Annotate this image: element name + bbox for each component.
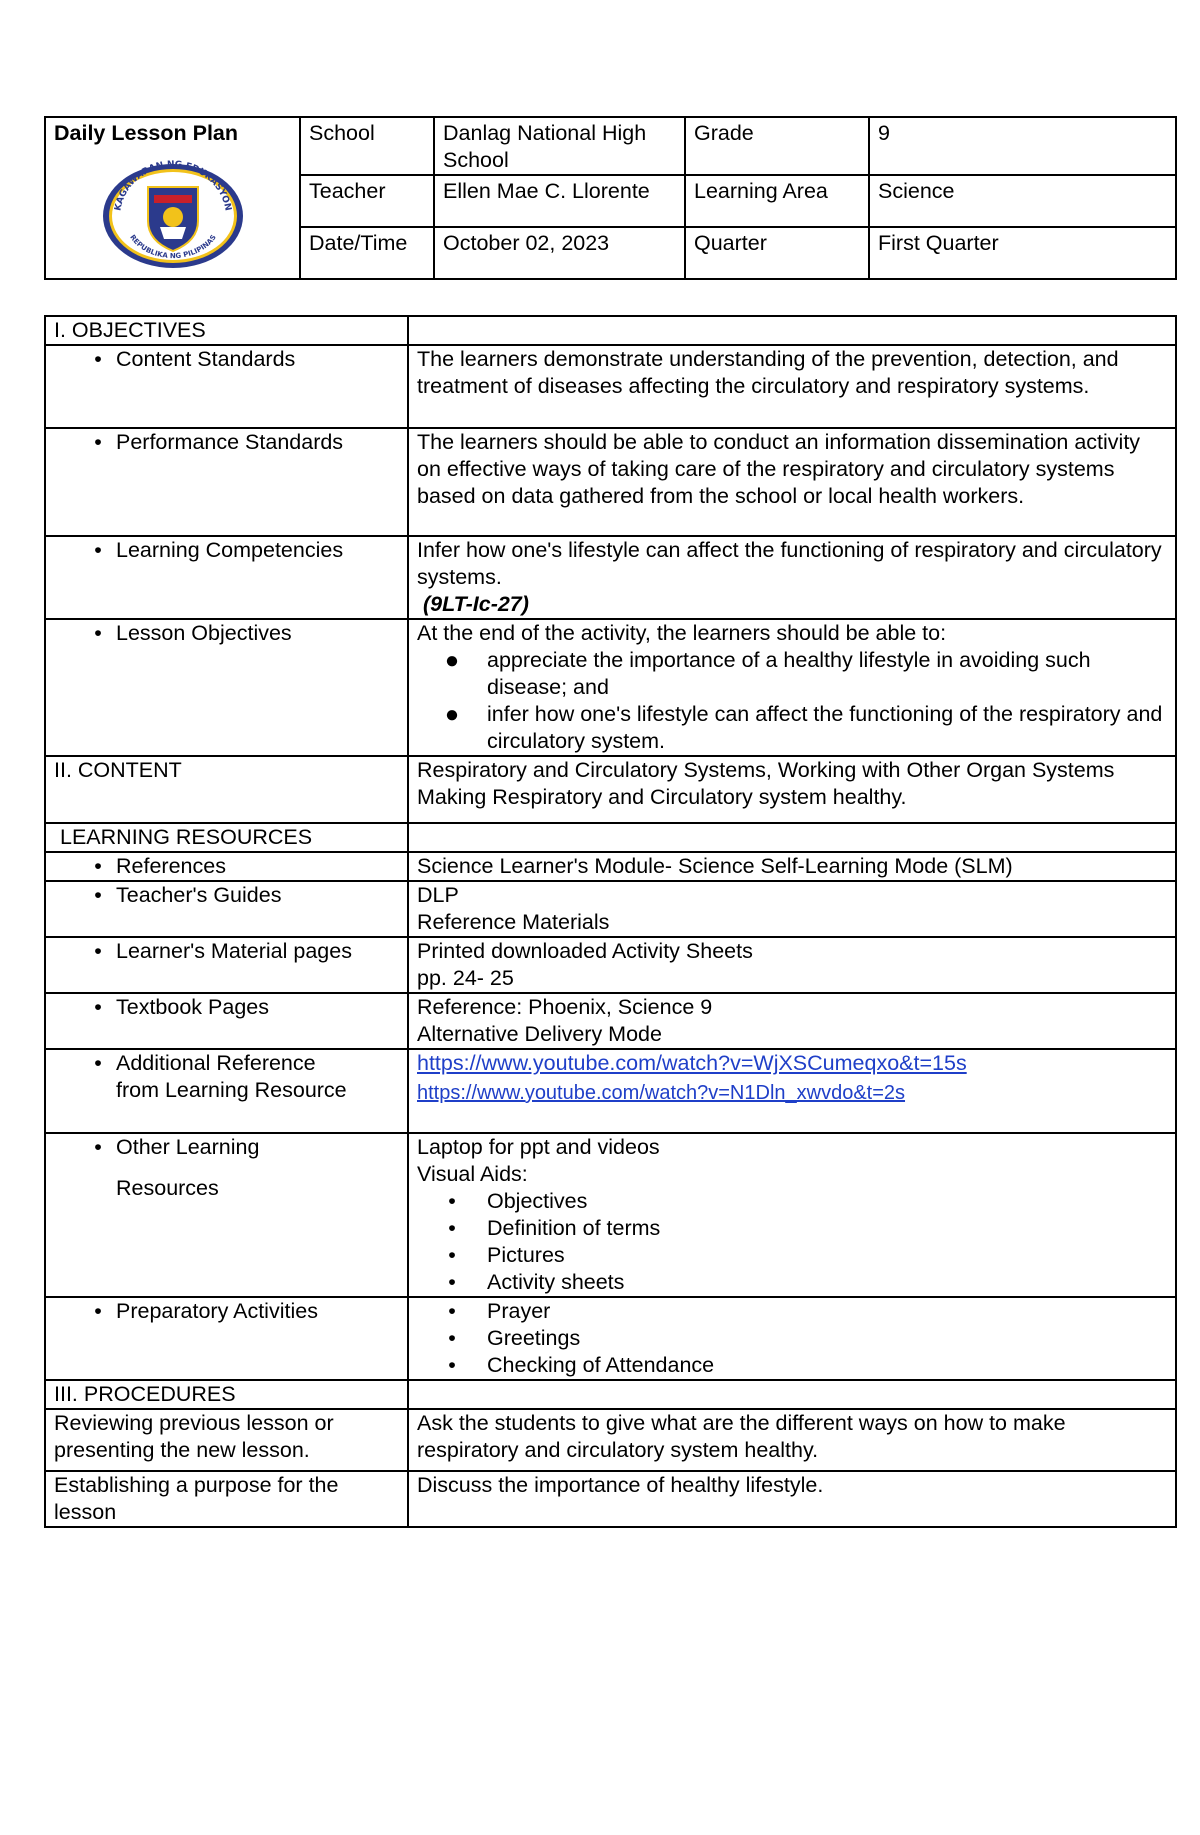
additional-label-cell [45, 1049, 408, 1133]
table-row [45, 1297, 1176, 1380]
empty-cell [408, 316, 1176, 345]
list-item: • Prayer [417, 1298, 1167, 1325]
material-value-cell [408, 937, 1176, 993]
performance-standards-value: The learners should be able to conduct an information dissemination activity on effective ways of taking care of the respiratory and circulatory systems based on data gathered from the school or local health workers. [408, 428, 1176, 536]
empty-cell [408, 1380, 1176, 1409]
additional-label-line2: from Learning Resource [116, 1078, 347, 1102]
guides-value-cell [408, 881, 1176, 937]
bullet-icon: • [94, 347, 102, 371]
reviewing-label: Reviewing previous lesson or presenting the new lesson. [45, 1409, 408, 1471]
textbook-line1: Reference: Phoenix, Science 9 [417, 995, 713, 1019]
reviewing-value: Ask the students to give what are the different ways on how to make respiratory and circulatory system healthy. [408, 1409, 1176, 1471]
teacher-label: Teacher [300, 175, 434, 227]
additional-label-line1: Additional Reference [116, 1051, 316, 1075]
competencies-value: Infer how one's lifestyle can affect the functioning of respiratory and circulatory systems. [417, 538, 1162, 589]
preparatory-label: Preparatory Activities [116, 1299, 318, 1323]
list-item: • Activity sheets [417, 1269, 1167, 1296]
material-line2: pp. 24- 25 [417, 966, 514, 990]
document-title: Daily Lesson Plan [54, 121, 239, 145]
table-row [45, 881, 1176, 937]
references-value: Science Learner's Module- Science Self-Learning Mode (SLM) [408, 852, 1176, 881]
school-label: School [300, 117, 434, 175]
bullet-icon: • [94, 883, 102, 907]
bullet-icon: • [448, 1326, 456, 1350]
guides-label-cell [45, 881, 408, 937]
other-line2: Visual Aids: [417, 1162, 528, 1186]
bullet-icon: • [94, 1299, 102, 1323]
textbook-label-cell [45, 993, 408, 1049]
other-line1: Laptop for ppt and videos [417, 1135, 660, 1159]
lesson-objectives-label-cell [45, 619, 408, 756]
competencies-code: (9LT-Ic-27) [423, 592, 529, 616]
content-heading: II. CONTENT [45, 756, 408, 823]
visual-aids-list [417, 1188, 1167, 1296]
learning-area-value: Science [869, 175, 1176, 227]
list-item: • Checking of Attendance [417, 1352, 1167, 1379]
bullet-icon: • [448, 1243, 456, 1267]
material-label-cell [45, 937, 408, 993]
table-row [45, 1133, 1176, 1297]
material-line1: Printed downloaded Activity Sheets [417, 939, 753, 963]
content-value: Respiratory and Circulatory Systems, Working with Other Organ Systems Making Respiratory and Circulatory system healthy. [408, 756, 1176, 823]
youtube-link-2[interactable]: https://www.youtube.com/watch?v=N1Dln_xwvdo&t=2s [417, 1082, 906, 1104]
title-cell [45, 117, 300, 279]
lesson-objectives-list [417, 647, 1167, 755]
material-label: Learner's Material pages [116, 939, 352, 963]
table-row [45, 1409, 1176, 1471]
teacher-value: Ellen Mae C. Llorente [434, 175, 685, 227]
table-row [45, 993, 1176, 1049]
other-value-cell [408, 1133, 1176, 1297]
learning-area-label: Learning Area [685, 175, 869, 227]
preparatory-list [417, 1298, 1167, 1379]
bullet-icon: • [448, 1216, 456, 1240]
youtube-link-1[interactable]: https://www.youtube.com/watch?v=WjXSCumeqxo&t=15s [417, 1051, 967, 1075]
objectives-heading-row [45, 316, 1176, 345]
references-label-cell [45, 852, 408, 881]
content-standards-value: The learners demonstrate understanding of the prevention, detection, and treatment of diseases affecting the circulatory and respiratory systems. [408, 345, 1176, 428]
quarter-label: Quarter [685, 227, 869, 279]
bullet-icon: • [94, 430, 102, 454]
competencies-label-cell [45, 536, 408, 619]
lesson-table [44, 315, 1177, 1528]
bullet-icon: ● [444, 647, 460, 674]
other-label-line1: Other Learning [116, 1135, 260, 1159]
preparatory-value-cell [408, 1297, 1176, 1380]
competencies-label: Learning Competencies [116, 538, 344, 562]
bullet-icon: ● [444, 701, 460, 728]
table-row [45, 1471, 1176, 1527]
bullet-icon: • [448, 1270, 456, 1294]
list-item: • Objectives [417, 1188, 1167, 1215]
resources-heading: LEARNING RESOURCES [45, 823, 408, 852]
bullet-icon: • [448, 1353, 456, 1377]
objectives-heading: I. OBJECTIVES [45, 316, 408, 345]
date-label: Date/Time [300, 227, 434, 279]
performance-standards-label-cell [45, 428, 408, 536]
header-table [44, 116, 1177, 280]
table-row [45, 1380, 1176, 1409]
procedures-heading: III. PROCEDURES [45, 1380, 408, 1409]
preparatory-label-cell [45, 1297, 408, 1380]
table-row [45, 852, 1176, 881]
deped-seal-logo [98, 159, 248, 269]
list-item: • Pictures [417, 1242, 1167, 1269]
purpose-value: Discuss the importance of healthy lifestyle. [408, 1471, 1176, 1527]
textbook-value-cell [408, 993, 1176, 1049]
bullet-icon: • [94, 1135, 102, 1159]
bullet-icon: • [94, 538, 102, 562]
lesson-objectives-label: Lesson Objectives [116, 621, 292, 645]
empty-cell [408, 823, 1176, 852]
table-row [45, 536, 1176, 619]
table-row [45, 1049, 1176, 1133]
list-item: • Definition of terms [417, 1215, 1167, 1242]
list-item: • Greetings [417, 1325, 1167, 1352]
bullet-icon: • [94, 939, 102, 963]
list-item: ● infer how one's lifestyle can affect the functioning of the respiratory and circulatory system. [417, 701, 1167, 755]
other-label-line2: Resources [116, 1176, 219, 1200]
lesson-objectives-value-cell [408, 619, 1176, 756]
bullet-icon: • [448, 1189, 456, 1213]
date-value: October 02, 2023 [434, 227, 685, 279]
school-value: Danlag National High School [434, 117, 685, 175]
grade-label: Grade [685, 117, 869, 175]
table-row [45, 619, 1176, 756]
list-item: ● appreciate the importance of a healthy lifestyle in avoiding such disease; and [417, 647, 1167, 701]
bullet-icon: • [94, 854, 102, 878]
content-standards-label-cell [45, 345, 408, 428]
guides-line1: DLP [417, 883, 459, 907]
textbook-line2: Alternative Delivery Mode [417, 1022, 662, 1046]
other-label-cell [45, 1133, 408, 1297]
textbook-label: Textbook Pages [116, 995, 269, 1019]
table-row [45, 823, 1176, 852]
purpose-label: Establishing a purpose for the lesson [45, 1471, 408, 1527]
svg-text:KAGAWARAN NG EDUKASYON: KAGAWARAN NG EDUKASYON [112, 159, 233, 212]
grade-value: 9 [869, 117, 1176, 175]
guides-line2: Reference Materials [417, 910, 610, 934]
performance-standards-label: Performance Standards [116, 430, 344, 454]
svg-text:REPUBLIKA NG PILIPINAS: REPUBLIKA NG PILIPINAS [127, 233, 218, 261]
additional-links-cell [408, 1049, 1176, 1133]
table-row [45, 756, 1176, 823]
references-label: References [116, 854, 226, 878]
competencies-value-cell [408, 536, 1176, 619]
table-row [45, 345, 1176, 428]
table-row [45, 428, 1176, 536]
bullet-icon: • [94, 621, 102, 645]
bullet-icon: • [94, 995, 102, 1019]
lesson-objectives-intro: At the end of the activity, the learners should be able to: [417, 621, 947, 645]
bullet-icon: • [94, 1051, 102, 1075]
quarter-value: First Quarter [869, 227, 1176, 279]
content-standards-label: Content Standards [116, 347, 296, 371]
bullet-icon: • [448, 1299, 456, 1323]
table-row [45, 937, 1176, 993]
guides-label: Teacher's Guides [116, 883, 282, 907]
